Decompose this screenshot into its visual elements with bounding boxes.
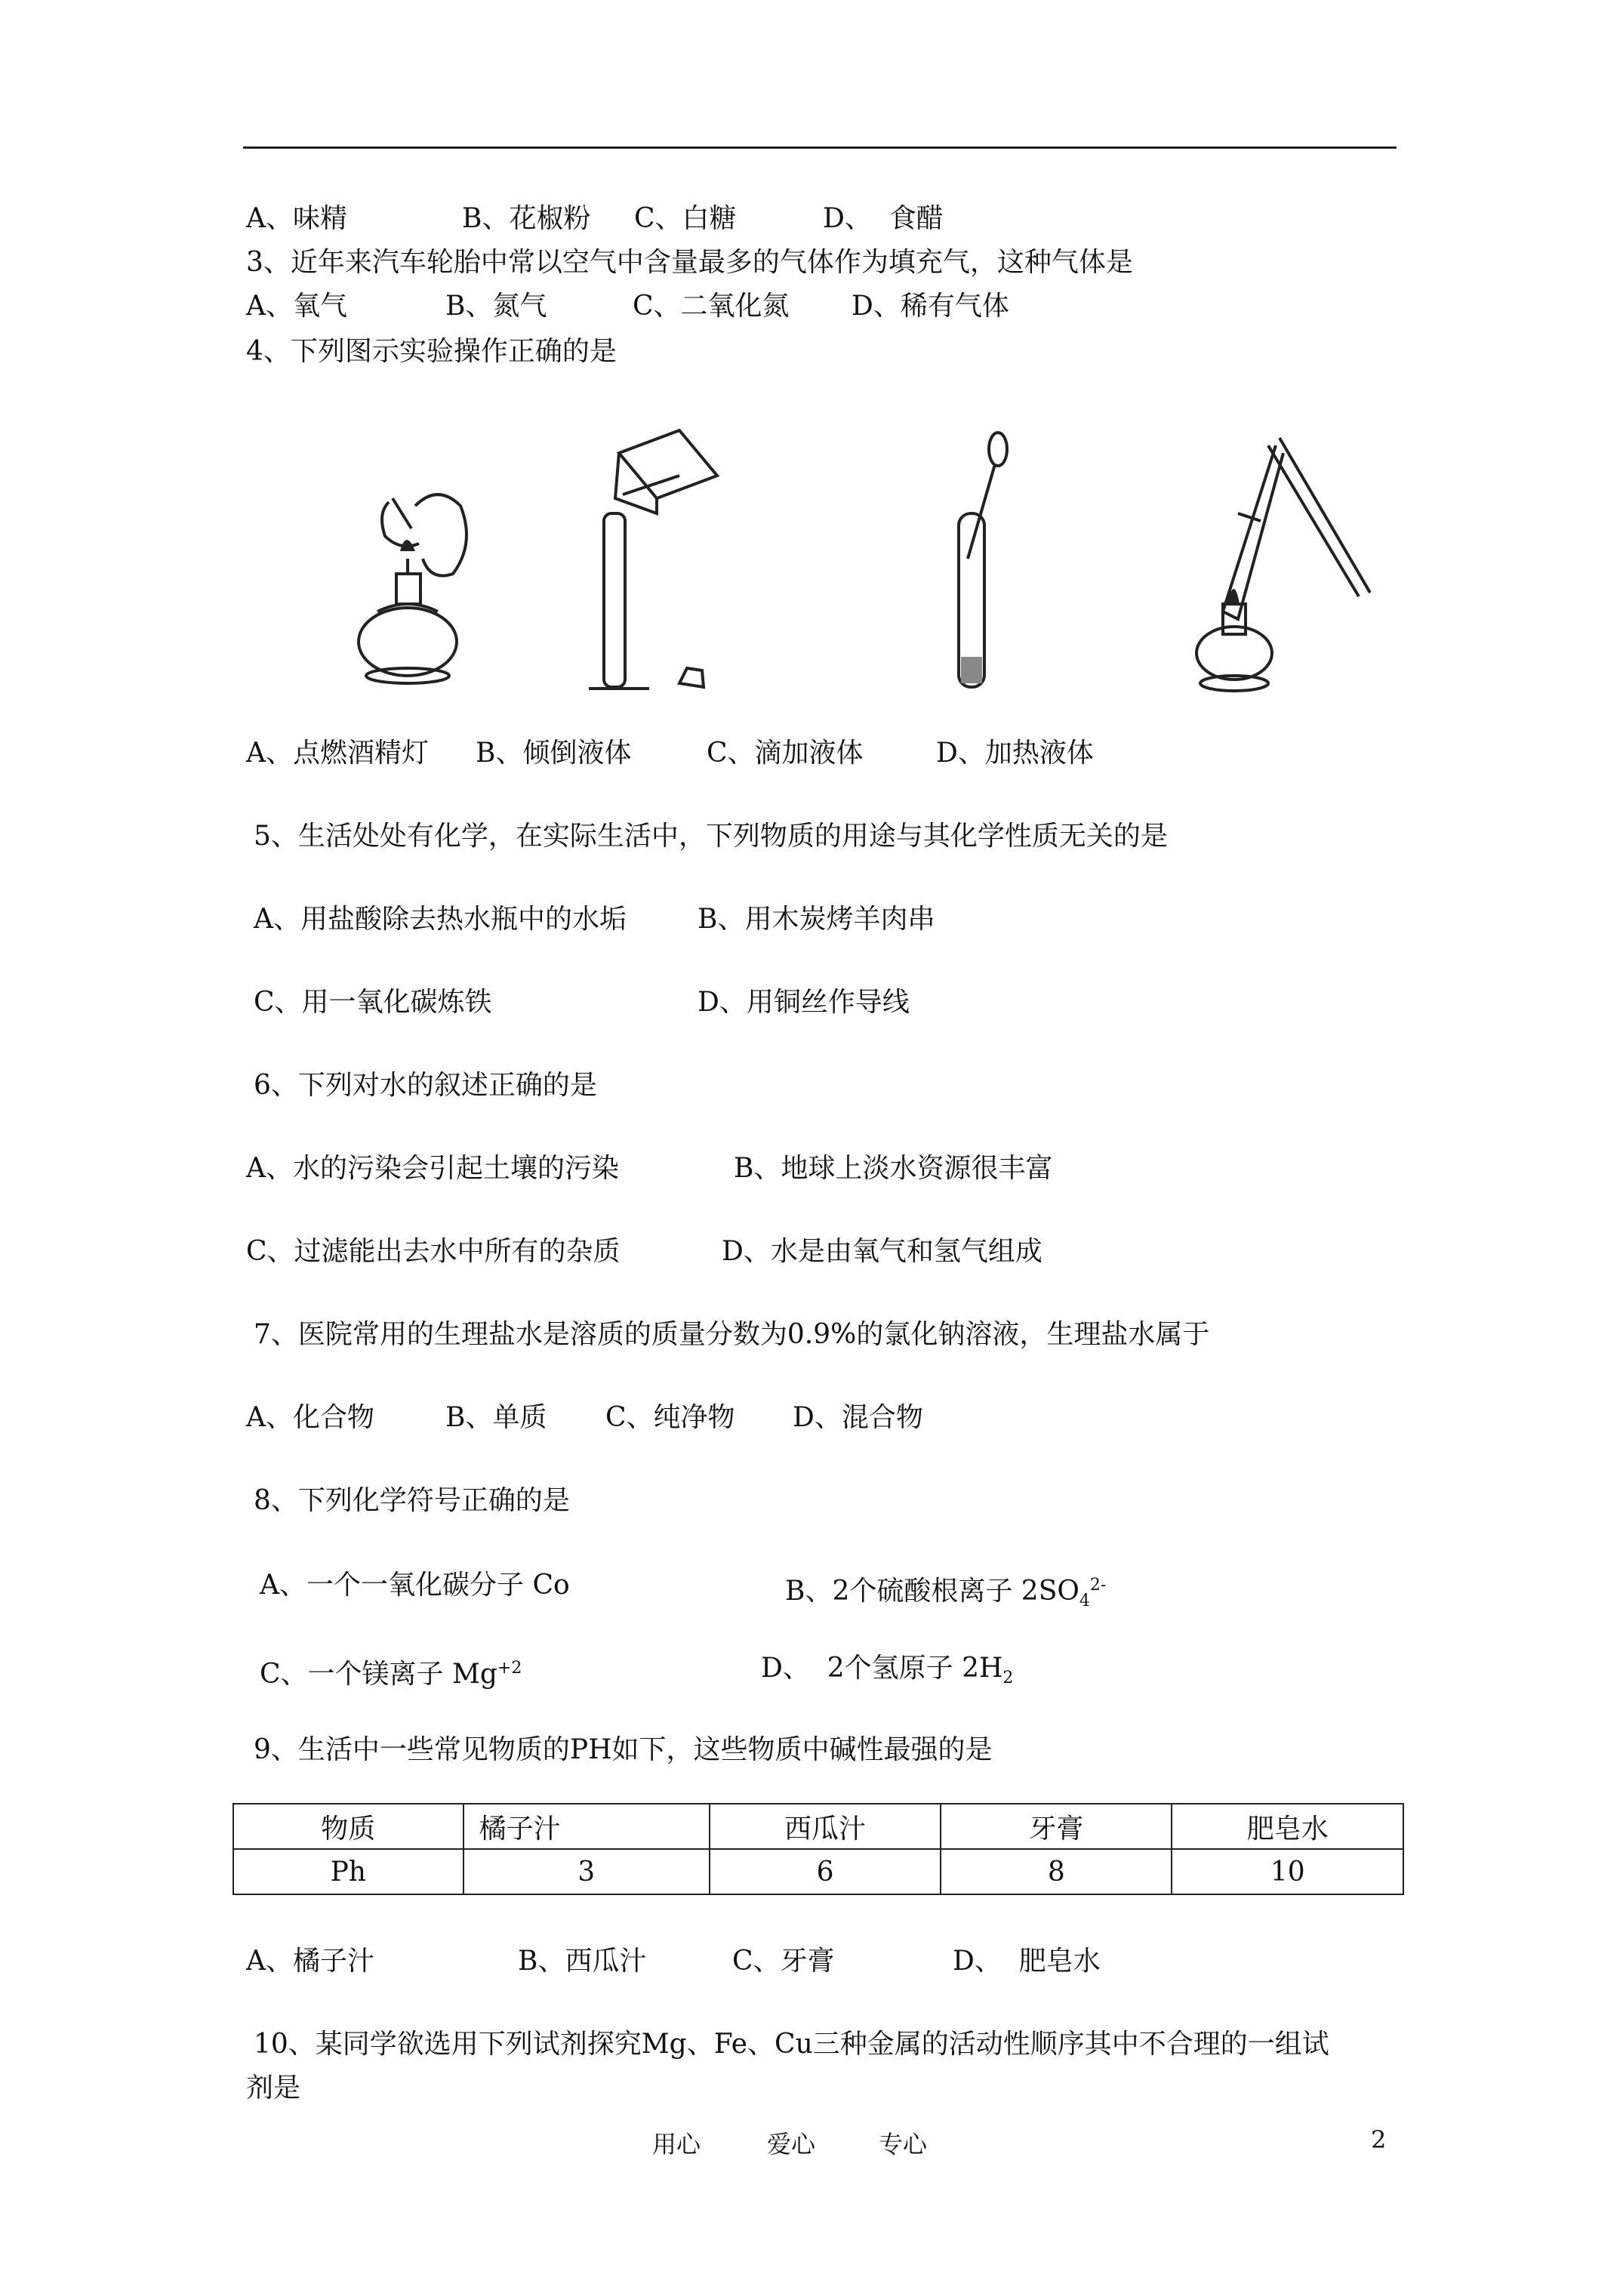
q4-option-c: C、滴加液体 — [707, 738, 864, 769]
table-row — [233, 1849, 1403, 1894]
q2-option-b: B、花椒粉 — [462, 203, 591, 234]
q5-option-a: A、用盐酸除去热水瓶中的水垢 — [254, 904, 627, 935]
q8-option-b-subscript: 4 — [1079, 1592, 1090, 1611]
q3-option-d: D、稀有气体 — [852, 291, 1009, 322]
footer-motto-3: 专心 — [879, 2130, 928, 2159]
dropping-liquid-figure — [936, 423, 1027, 695]
q9-option-c: C、牙膏 — [732, 1946, 835, 1977]
q9-stem: 9、生活中一些常见物质的PH如下，这些物质中碱性最强的是 — [254, 1734, 993, 1765]
q9-option-a: A、橘子汁 — [246, 1946, 374, 1977]
table-header-cell: 牙膏 — [941, 1804, 1172, 1849]
q9-option-d: D、 肥皂水 — [953, 1946, 1101, 1977]
q5-stem: 5、生活处处有化学，在实际生活中，下列物质的用途与其化学性质无关的是 — [254, 821, 1168, 852]
q10-stem-line1: 10、某同学欲选用下列试剂探究Mg、Fe、Cu三种金属的活动性顺序其中不合理的一组试 — [254, 2029, 1329, 2060]
q3-option-b: B、氮气 — [445, 291, 547, 322]
q9-option-b: B、西瓜汁 — [518, 1946, 647, 1977]
table-header-cell: 西瓜汁 — [710, 1804, 941, 1849]
q5-option-d: D、用铜丝作导线 — [698, 987, 910, 1018]
q6-option-d: D、水是由氧气和氢气组成 — [722, 1236, 1042, 1267]
q8-stem: 8、下列化学符号正确的是 — [254, 1485, 570, 1516]
q7-option-d: D、混合物 — [793, 1402, 923, 1433]
q6-option-c: C、过滤能出去水中所有的杂质 — [246, 1236, 621, 1267]
q4-option-d: D、加热液体 — [936, 738, 1094, 769]
table-header-row — [233, 1804, 1403, 1849]
q4-figures — [347, 423, 1404, 695]
q4-stem: 4、下列图示实验操作正确的是 — [246, 336, 617, 367]
table-cell: 6 — [710, 1849, 941, 1894]
q8-option-c-superscript: +2 — [497, 1659, 522, 1678]
q7-option-b: B、单质 — [445, 1402, 547, 1433]
table-cell: 10 — [1172, 1849, 1403, 1894]
q8-option-d-subscript: 2 — [1002, 1669, 1014, 1688]
q2-option-c: C、白糖 — [634, 203, 737, 234]
q6-option-a: A、水的污染会引起土壤的污染 — [246, 1153, 619, 1184]
q8-option-a: A、一个一氧化碳分子 Co — [260, 1570, 570, 1601]
q4-option-a: A、点燃酒精灯 — [246, 738, 429, 769]
q5-option-c: C、用一氧化碳炼铁 — [254, 987, 492, 1018]
q3-stem: 3、近年来汽车轮胎中常以空气中含量最多的气体作为填充气，这种气体是 — [246, 247, 1133, 278]
page-number: 2 — [1371, 2125, 1387, 2154]
table-cell: 3 — [463, 1849, 710, 1894]
table-cell: 8 — [941, 1849, 1172, 1894]
table-header-cell: 物质 — [233, 1804, 463, 1849]
q4-option-b: B、倾倒液体 — [476, 738, 632, 769]
table-header-cell: 橘子汁 — [463, 1804, 710, 1849]
q3-option-a: A、氧气 — [246, 291, 347, 322]
ph-table — [233, 1803, 1404, 1895]
q6-option-b: B、地球上淡水资源很丰富 — [734, 1153, 1053, 1184]
table-cell: Ph — [233, 1849, 463, 1894]
heating-liquid-figure — [1193, 423, 1389, 695]
q8-option-b-superscript: 2- — [1089, 1576, 1107, 1595]
footer-motto-1: 用心 — [652, 2130, 701, 2159]
pouring-liquid-figure — [589, 423, 785, 695]
q6-stem: 6、下列对水的叙述正确的是 — [254, 1070, 597, 1101]
q8-option-b — [785, 1569, 1106, 1618]
q8-option-d-text: D、 2个氢原子 2H — [761, 1653, 1003, 1684]
q10-stem-line2: 剂是 — [246, 2073, 301, 2103]
q7-option-a: A、化合物 — [246, 1402, 374, 1433]
q8-option-c-text: C、一个镁离子 Mg — [260, 1659, 497, 1690]
q2-option-a: A、味精 — [246, 203, 347, 234]
alcohol-lamp-lighting-figure — [347, 423, 521, 695]
q7-stem: 7、医院常用的生理盐水是溶质的质量分数为0.9%的氯化钠溶液，生理盐水属于 — [254, 1319, 1210, 1350]
footer-motto-2: 爱心 — [767, 2130, 816, 2159]
q8-option-c — [260, 1652, 522, 1691]
q8-option-d — [761, 1652, 1013, 1695]
q5-option-b: B、用木炭烤羊肉串 — [698, 904, 935, 935]
q2-option-d: D、 食醋 — [823, 203, 944, 234]
header-rule — [243, 146, 1397, 149]
q3-option-c: C、二氧化氮 — [633, 291, 790, 322]
table-header-cell: 肥皂水 — [1172, 1804, 1403, 1849]
q8-option-b-text: B、2个硫酸根离子 2SO — [785, 1576, 1079, 1607]
q7-option-c: C、纯净物 — [605, 1402, 735, 1433]
